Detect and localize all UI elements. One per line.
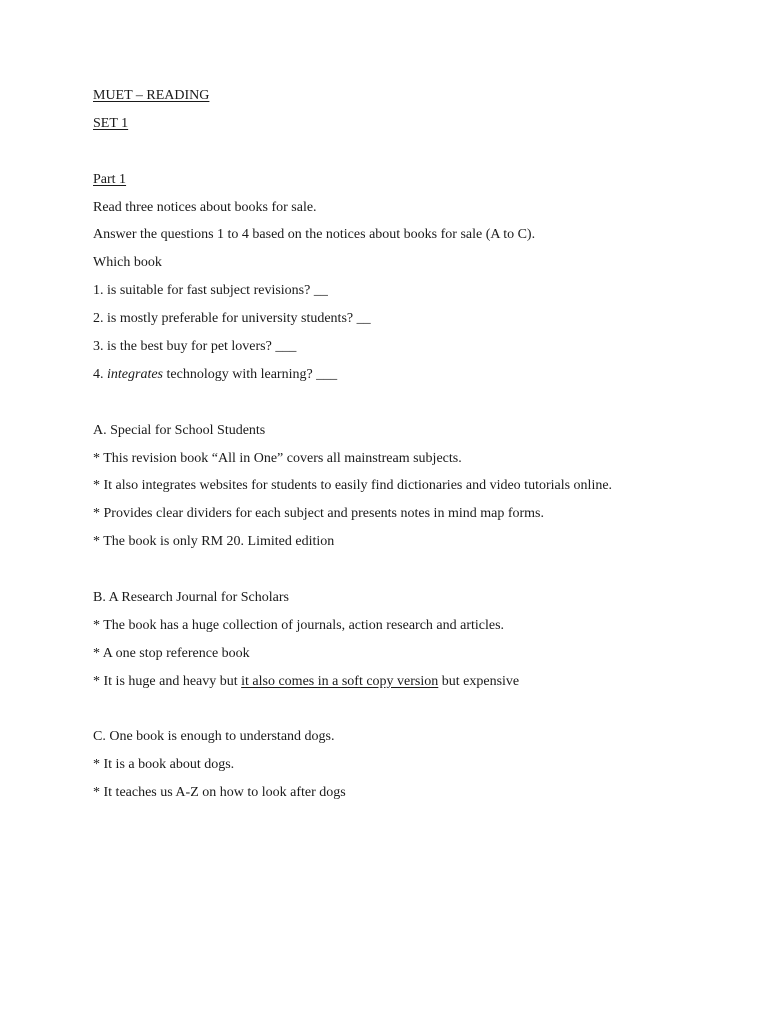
notice-a-point-2: * It also integrates websites for students to easily find dictionaries and video tutorials online. <box>93 478 613 494</box>
document-page <box>93 87 728 812</box>
notice-c-title: C. One book is enough to understand dogs. <box>93 729 335 745</box>
notice-b-point-2: * A one stop reference book <box>93 645 250 661</box>
document-title-text: MUET – READING <box>93 88 210 103</box>
notice-c-point-2: * It teaches us A-Z on how to look after dogs <box>93 785 346 801</box>
question-4-number: 4. <box>93 366 107 382</box>
set-label-text: SET 1 <box>93 115 129 131</box>
question-4 <box>93 366 728 394</box>
notice-b-point-1: * The book has a huge collection of journals, action research and articles. <box>93 617 505 633</box>
question-1: 1. is suitable for fast subject revisions? __ <box>93 283 328 299</box>
instruction-read: Read three notices about books for sale. <box>93 199 317 215</box>
notice-b-point-3-start: * It is huge and heavy but <box>93 673 242 689</box>
document-title <box>93 87 728 115</box>
spacer <box>93 561 728 589</box>
part-heading <box>93 171 728 199</box>
instruction-answer: Answer the questions 1 to 4 based on the notices about books for sale (A to C). <box>93 227 536 243</box>
notice-a-point-3: * Provides clear dividers for each subject and presents notes in mind map forms. <box>93 506 544 522</box>
part-heading-text: Part 1 <box>93 171 127 187</box>
notice-a-title: A. Special for School Students <box>93 422 266 438</box>
spacer <box>93 394 728 422</box>
notice-b-point-3-underlined: it also comes in a soft copy version <box>241 673 439 689</box>
notice-b-point-3 <box>93 673 728 701</box>
question-4-rest: technology with learning? ___ <box>163 366 338 382</box>
notice-a-point-4: * The book is only RM 20. Limited edition <box>93 534 335 550</box>
notice-a-point-1: * This revision book “All in One” covers all mainstream subjects. <box>93 450 462 466</box>
notice-b-title: B. A Research Journal for Scholars <box>93 590 289 606</box>
question-4-emphasis: integrates <box>107 366 163 382</box>
notice-c-point-1: * It is a book about dogs. <box>93 757 235 773</box>
spacer <box>93 701 728 729</box>
question-2: 2. is mostly preferable for university students? __ <box>93 311 371 327</box>
notice-b-point-3-end: but expensive <box>438 673 520 689</box>
question-3: 3. is the best buy for pet lovers? ___ <box>93 339 297 355</box>
question-stem: Which book <box>93 255 162 271</box>
set-label <box>93 115 728 143</box>
spacer <box>93 143 728 171</box>
